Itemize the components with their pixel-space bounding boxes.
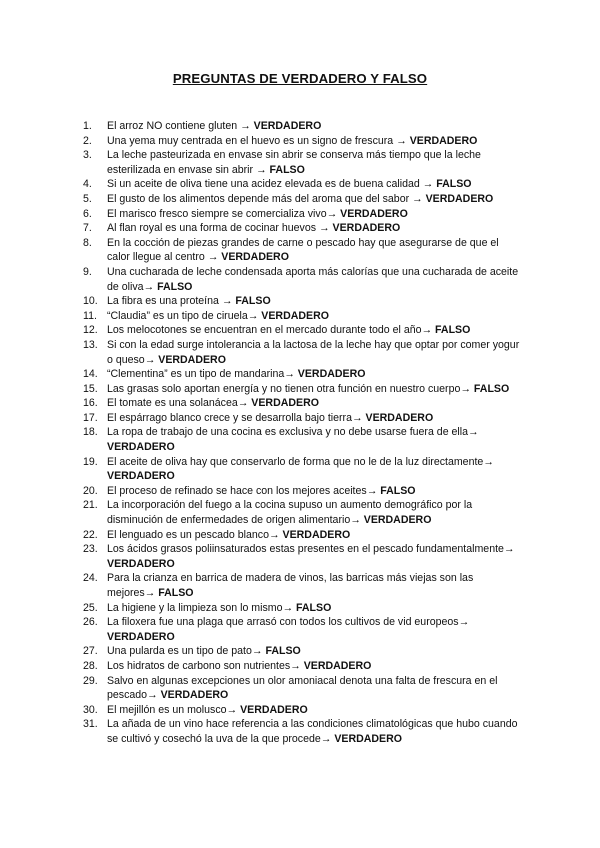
- question-number: 16.: [83, 397, 98, 410]
- question-text: La ropa de trabajo de una cocina es exclusiva y no debe usarse fuera de ella→: [107, 426, 479, 439]
- question-text: El tomate es una solanácea→: [107, 397, 252, 410]
- question-text: Una pularda es un tipo de pato→: [107, 645, 266, 658]
- question-answer: FALSO: [473, 382, 510, 395]
- question-number: 25.: [83, 601, 98, 614]
- question-answer: VERDADERO: [332, 222, 401, 235]
- question-number: 22.: [83, 528, 98, 541]
- question-item: [83, 207, 523, 222]
- question-text: Al flan royal es una forma de cocinar huevos →: [107, 222, 333, 235]
- question-item: [83, 309, 523, 324]
- question-list: [83, 119, 523, 747]
- question-number: 7.: [83, 222, 92, 235]
- question-text: Los ácidos grasos poliinsaturados estas presentes en el pescado fundamentalmente→: [107, 543, 515, 556]
- question-answer: FALSO: [265, 645, 301, 658]
- question-text: Una cucharada de leche condensada aporta más calorías que una cucharada de aceite de oliva→: [107, 265, 519, 293]
- question-number: 13.: [83, 338, 98, 351]
- question-item: [83, 425, 523, 454]
- question-number: 14.: [83, 368, 98, 381]
- question-number: 20.: [83, 484, 98, 497]
- question-number: 6.: [83, 207, 92, 220]
- question-number: 18.: [83, 426, 98, 439]
- question-text: Salvo en algunas excepciones un olor amoniacal denota una falta de frescura en el pescado→: [107, 674, 498, 702]
- question-text: En la cocción de piezas grandes de carne o pescado hay que asegurarse de que el calor llegue al centro →: [107, 236, 499, 264]
- question-item: [83, 674, 523, 703]
- question-item: [83, 236, 523, 265]
- question-number: 23.: [83, 543, 98, 556]
- question-number: 8.: [83, 236, 92, 249]
- question-number: 21.: [83, 499, 98, 512]
- question-text: La leche pasteurizada en envase sin abrir se conserva más tiempo que la leche esterilizada en envase sin abrir →: [107, 149, 481, 176]
- question-number: 11.: [83, 309, 97, 322]
- question-answer: VERDADERO: [261, 309, 329, 322]
- question-answer: FALSO: [158, 587, 194, 599]
- question-answer: FALSO: [296, 601, 332, 614]
- question-answer: VERDADERO: [340, 207, 408, 220]
- question-text: Las grasas solo aportan energía y no tienen otra función en nuestro cuerpo→: [107, 382, 474, 395]
- question-answer: FALSO: [269, 163, 305, 176]
- question-answer: VERDADERO: [107, 441, 175, 454]
- question-item: [83, 338, 523, 367]
- question-item: [83, 455, 523, 484]
- question-item: [83, 294, 523, 309]
- question-text: Los melocotones se encuentran en el mercado durante todo el año→: [107, 324, 436, 337]
- question-answer: VERDADERO: [425, 192, 494, 205]
- page-title: PREGUNTAS DE VERDADERO Y FALSO: [172, 71, 428, 86]
- question-answer: FALSO: [380, 484, 416, 497]
- question-text: La añada de un vino hace referencia a las condiciones climatológicas que hubo cuando se cultivó y cosechó la uva de la que procede→: [107, 718, 518, 745]
- question-item: [83, 177, 523, 192]
- question-answer: VERDADERO: [251, 397, 319, 410]
- question-text: Los hidratos de carbono son nutrientes→: [107, 659, 304, 672]
- question-item: [83, 703, 523, 718]
- question-number: 26.: [83, 616, 98, 629]
- question-item: [83, 571, 523, 600]
- question-text: Una yema muy centrada en el huevo es un signo de frescura →: [107, 134, 410, 147]
- question-number: 27.: [83, 645, 98, 658]
- question-item: [83, 615, 523, 644]
- question-item: [83, 601, 523, 616]
- question-text: La fibra es una proteína →: [107, 295, 236, 308]
- question-answer: VERDADERO: [334, 732, 403, 745]
- question-item: [83, 396, 523, 411]
- question-number: 5.: [83, 192, 92, 205]
- question-number: 4.: [83, 178, 92, 191]
- question-number: 28.: [83, 659, 98, 672]
- question-item: [83, 323, 523, 338]
- question-answer: VERDADERO: [107, 470, 175, 483]
- question-number: 3.: [83, 149, 92, 162]
- question-item: [83, 265, 523, 294]
- question-answer: VERDADERO: [363, 514, 432, 527]
- question-number: 10.: [83, 295, 98, 308]
- question-item: [83, 192, 523, 207]
- question-answer: VERDADERO: [365, 411, 434, 424]
- question-answer: VERDADERO: [221, 251, 289, 264]
- question-text: “Claudia” es un tipo de ciruela→: [107, 309, 262, 322]
- question-item: [83, 367, 523, 382]
- question-number: 29.: [83, 674, 98, 687]
- question-item: [83, 484, 523, 499]
- question-text: El aceite de oliva hay que conservarlo de forma que no le de la luz directamente→: [107, 455, 494, 468]
- question-item: [83, 717, 523, 746]
- question-answer: VERDADERO: [240, 703, 308, 716]
- question-answer: VERDADERO: [253, 120, 322, 132]
- question-text: El proceso de refinado se hace con los mejores aceites→: [107, 484, 381, 497]
- question-number: 12.: [83, 324, 98, 337]
- question-text: Para la crianza en barrica de madera de vinos, las barricas más viejas son las mejores→: [107, 572, 474, 599]
- question-item: [83, 134, 523, 149]
- question-item: [83, 221, 523, 236]
- question-number: 31.: [83, 718, 98, 731]
- question-number: 17.: [83, 411, 98, 424]
- question-answer: FALSO: [157, 280, 193, 293]
- question-text: La filoxera fue una plaga que arrasó con todos los cultivos de vid europeos→: [107, 616, 470, 629]
- question-item: [83, 119, 523, 134]
- question-item: [83, 659, 523, 674]
- question-text: El marisco fresco siempre se comercializa vivo→: [107, 207, 341, 220]
- question-number: 19.: [83, 455, 98, 468]
- question-answer: FALSO: [436, 178, 472, 191]
- question-answer: VERDADERO: [158, 353, 226, 366]
- question-text: “Clementina” es un tipo de mandarina→: [107, 368, 298, 381]
- question-answer: VERDADERO: [282, 528, 351, 541]
- question-text: La incorporación del fuego a la cocina supuso un aumento demográfico por la disminución de enfermedades de origen alimentario→: [107, 499, 473, 527]
- question-number: 2.: [83, 134, 92, 147]
- question-text: Si con la edad surge intolerancia a la lactosa de la leche hay que optar por comer yogur o queso→: [107, 338, 520, 366]
- question-number: 15.: [83, 382, 98, 395]
- question-answer: VERDADERO: [303, 659, 372, 672]
- question-number: 1.: [83, 120, 92, 132]
- question-text: El arroz NO contiene gluten →: [107, 120, 254, 132]
- question-text: El lenguado es un pescado blanco→: [107, 528, 283, 541]
- question-text: La higiene y la limpieza son lo mismo→: [107, 601, 297, 614]
- question-answer: VERDADERO: [107, 630, 175, 643]
- question-answer: VERDADERO: [160, 689, 229, 702]
- question-answer: FALSO: [435, 324, 471, 337]
- question-answer: FALSO: [235, 295, 271, 308]
- question-answer: VERDADERO: [297, 368, 366, 381]
- question-item: [83, 411, 523, 426]
- question-item: [83, 148, 523, 177]
- question-number: 30.: [83, 703, 98, 716]
- question-text: Si un aceite de oliva tiene una acidez elevada es de buena calidad →: [107, 178, 437, 191]
- question-item: [83, 542, 523, 571]
- question-item: [83, 644, 523, 659]
- question-text: El gusto de los alimentos depende más del aroma que del sabor →: [107, 192, 426, 205]
- question-text: El mejillón es un molusco→: [107, 703, 241, 716]
- question-item: [83, 528, 523, 543]
- question-text: El espárrago blanco crece y se desarrolla bajo tierra→: [107, 411, 366, 424]
- question-answer: VERDADERO: [409, 134, 478, 147]
- question-item: [83, 498, 523, 527]
- question-number: 9.: [83, 265, 92, 278]
- question-item: [83, 382, 523, 397]
- question-number: 24.: [83, 572, 98, 585]
- question-answer: VERDADERO: [107, 557, 175, 570]
